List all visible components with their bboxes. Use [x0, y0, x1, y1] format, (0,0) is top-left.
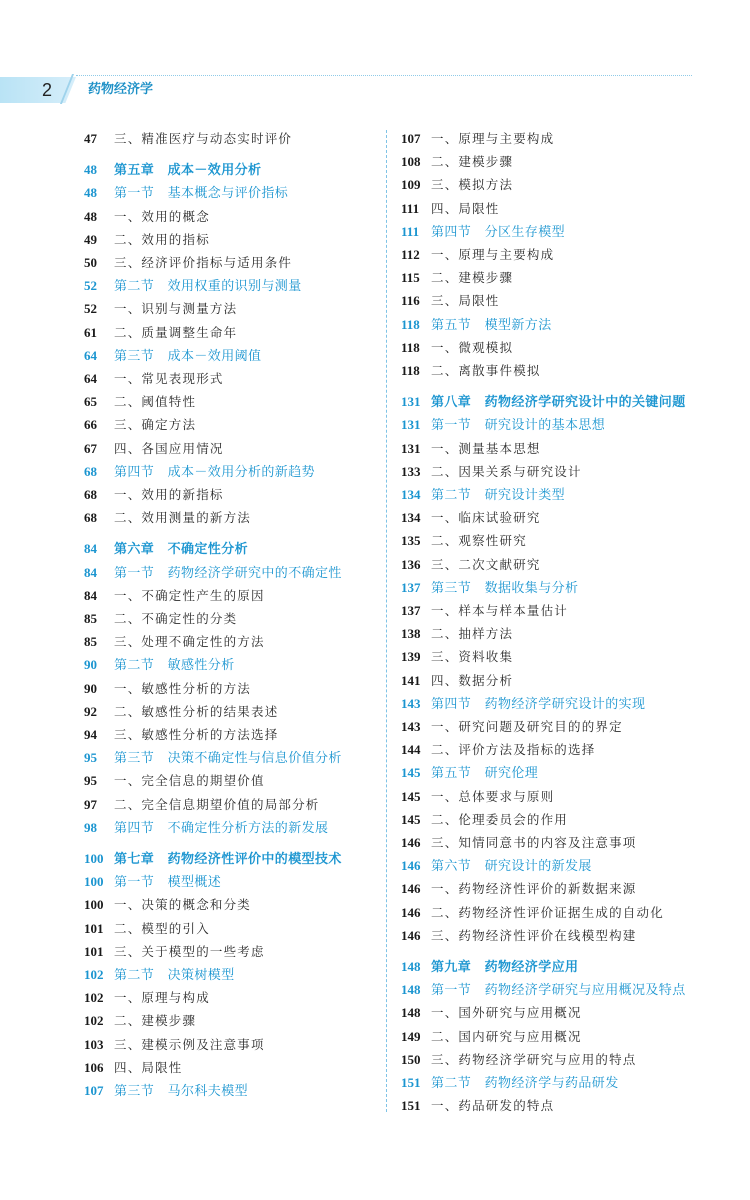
toc-entry-title: 二、完全信息期望价值的局部分析: [114, 796, 320, 812]
toc-subsection-entry: [84, 724, 278, 746]
toc-entry-title: 第七章 药物经济性评价中的模型技术: [114, 852, 342, 867]
toc-page-number: 97: [84, 796, 97, 812]
toc-subsection-entry: [401, 507, 541, 529]
toc-entry-title: 一、效用的概念: [114, 208, 210, 224]
toc-page-number: 111: [401, 200, 420, 216]
toc-entry-title: 第四节 分区生存模型: [431, 224, 566, 240]
toc-page-number: 52: [84, 278, 97, 294]
toc-subsection-entry: [84, 128, 292, 150]
toc-entry-title: 一、识别与测量方法: [114, 301, 238, 317]
toc-subsection-entry: [84, 507, 251, 529]
toc-section-entry: [84, 747, 342, 769]
toc-page-number: 138: [401, 626, 421, 642]
toc-page-number: 106: [84, 1059, 104, 1075]
toc-page-number: 145: [401, 788, 421, 804]
toc-entry-title: 二、因果关系与研究设计: [431, 463, 582, 479]
toc-page-number: 146: [401, 858, 421, 874]
toc-page-number: 145: [401, 765, 421, 781]
toc-subsection-entry: [84, 941, 265, 963]
toc-entry-title: 第二节 决策树模型: [114, 968, 235, 983]
toc-section-entry: [401, 1072, 619, 1094]
toc-section-entry: [401, 762, 538, 784]
toc-entry-title: 二、建模步骤: [431, 270, 514, 286]
toc-entry-title: 二、评价方法及指标的选择: [431, 742, 596, 758]
toc-page-number: 146: [401, 835, 421, 850]
toc-page-number: 109: [401, 177, 421, 193]
toc-section-entry: [401, 414, 605, 436]
toc-entry-title: 二、敏感性分析的结果表述: [114, 703, 279, 719]
toc-entry-title: 第二节 药物经济学与药品研发: [431, 1076, 619, 1091]
toc-subsection-entry: [84, 918, 210, 940]
toc-subsection-entry: [401, 1002, 582, 1024]
toc-page-number: 144: [401, 742, 421, 758]
toc-entry-title: 第五章 成本－效用分析: [114, 163, 262, 179]
toc-page-number: 118: [401, 339, 420, 355]
toc-page-number: 134: [401, 510, 421, 526]
toc-subsection-entry: [401, 1049, 637, 1071]
toc-subsection-entry: [401, 337, 513, 359]
toc-page-number: 85: [84, 611, 97, 626]
toc-page-number: 50: [84, 255, 97, 270]
toc-section-entry: [84, 871, 221, 893]
toc-subsection-entry: [84, 298, 237, 320]
toc-chapter-entry: [401, 956, 578, 978]
toc-entry-title: 一、研究问题及研究目的的界定: [431, 719, 623, 734]
toc-subsection-entry: [401, 1026, 582, 1048]
toc-subsection-entry: [401, 809, 568, 831]
toc-entry-title: 三、药物经济性评价在线模型构建: [431, 927, 637, 943]
toc-entry-title: 二、质量调整生命年: [114, 324, 238, 340]
toc-subsection-entry: [401, 198, 500, 220]
toc-subsection-entry: [401, 786, 554, 808]
toc-subsection-entry: [84, 229, 210, 251]
toc-subsection-entry: [84, 770, 265, 792]
toc-page-number: 64: [84, 347, 97, 363]
toc-entry-title: 一、总体要求与原则: [431, 788, 555, 804]
toc-page-number: 64: [84, 371, 97, 386]
toc-entry-title: 一、测量基本思想: [431, 440, 541, 456]
toc-subsection-entry: [84, 484, 224, 506]
toc-page-number: 107: [401, 131, 421, 146]
toc-entry-title: 第四节 成本－效用分析的新趋势: [114, 464, 316, 480]
toc-subsection-entry: [401, 554, 541, 576]
toc-page-number: 131: [401, 394, 421, 410]
toc-section-entry: [84, 562, 342, 584]
toc-subsection-entry: [401, 646, 513, 668]
toc-entry-title: 二、效用测量的新方法: [114, 510, 252, 526]
toc-subsection-entry: [84, 987, 210, 1009]
toc-subsection-entry: [84, 631, 265, 653]
toc-subsection-entry: [84, 794, 320, 816]
toc-page-number: 100: [84, 897, 104, 913]
toc-entry-title: 一、药物经济性评价的新数据来源: [431, 881, 637, 897]
toc-entry-title: 第三节 成本－效用阈值: [114, 348, 262, 364]
toc-subsection-entry: [84, 414, 196, 436]
toc-subsection-entry: [401, 267, 513, 289]
toc-entry-title: 一、国外研究与应用概况: [431, 1005, 582, 1021]
toc-section-entry: [84, 461, 315, 483]
toc-entry-title: 第三节 数据收集与分析: [431, 580, 579, 596]
toc-section-entry: [401, 979, 686, 1001]
toc-subsection-entry: [84, 701, 278, 723]
toc-page-number: 107: [84, 1083, 104, 1098]
toc-subsection-entry: [84, 322, 237, 344]
toc-section-entry: [401, 693, 645, 715]
toc-subsection-entry: [84, 391, 196, 413]
toc-entry-title: 一、微观模拟: [431, 339, 514, 355]
toc-section-entry: [84, 182, 288, 204]
toc-entry-title: 四、局限性: [431, 200, 500, 216]
toc-page-number: 49: [84, 231, 97, 247]
toc-entry-title: 三、处理不确定性的方法: [114, 634, 265, 650]
toc-subsection-entry: [401, 438, 541, 460]
toc-page-number: 151: [401, 1075, 421, 1090]
toc-subsection-entry: [401, 360, 541, 382]
toc-section-entry: [401, 577, 578, 599]
header-rule: [76, 75, 692, 76]
toc-page-number: 101: [84, 943, 104, 959]
toc-page-number: 48: [84, 208, 97, 224]
toc-page-number: 66: [84, 417, 97, 433]
toc-entry-title: 一、原理与主要构成: [431, 247, 555, 262]
toc-page-number: 48: [84, 162, 97, 178]
toc-subsection-entry: [84, 1010, 196, 1032]
toc-page-number: 131: [401, 440, 421, 456]
toc-page-number: 118: [401, 316, 420, 332]
toc-page-number: 116: [401, 293, 420, 309]
toc-page-number: 111: [401, 223, 420, 239]
toc-page-number: 102: [84, 990, 104, 1006]
toc-section-entry: [401, 221, 565, 243]
toc-page-number: 68: [84, 510, 97, 526]
toc-entry-title: 三、二次文献研究: [431, 556, 541, 572]
toc-page-number: 47: [84, 131, 97, 146]
toc-page-number: 84: [84, 541, 97, 557]
toc-entry-title: 第一节 药物经济学研究中的不确定性: [114, 565, 342, 581]
toc-page-number: 95: [84, 750, 97, 766]
page-number: 2: [42, 80, 53, 100]
toc-page-number: 148: [401, 982, 421, 998]
toc-entry-title: 一、不确定性产生的原因: [114, 587, 265, 603]
toc-page-number: 90: [84, 657, 97, 673]
toc-subsection-entry: [401, 716, 623, 738]
toc-page-number: 85: [84, 634, 97, 650]
toc-entry-title: 二、离散事件模拟: [431, 363, 541, 378]
toc-page-number: 67: [84, 440, 97, 456]
toc-section-entry: [84, 964, 235, 986]
toc-page-number: 100: [84, 851, 104, 866]
toc-page-number: 137: [401, 579, 421, 595]
toc-entry-title: 四、局限性: [114, 1059, 183, 1075]
toc-page-number: 139: [401, 649, 421, 665]
toc-entry-title: 四、各国应用情况: [114, 440, 224, 456]
toc-entry-title: 三、确定方法: [114, 417, 197, 433]
toc-page-number: 135: [401, 533, 421, 549]
toc-entry-title: 第三节 决策不确定性与信息价值分析: [114, 751, 342, 767]
toc-entry-title: 第五节 模型新方法: [431, 317, 552, 333]
toc-entry-title: 一、效用的新指标: [114, 487, 224, 502]
toc-entry-title: 第一节 模型概述: [114, 875, 222, 891]
toc-subsection-entry: [401, 925, 637, 947]
toc-subsection-entry: [401, 530, 527, 552]
toc-entry-title: 二、伦理委员会的作用: [431, 811, 569, 827]
toc-entry-title: 二、建模步骤: [431, 154, 514, 170]
toc-entry-title: 一、原理与构成: [114, 990, 210, 1006]
toc-page-number: 52: [84, 301, 97, 317]
toc-page-number: 148: [401, 1005, 421, 1021]
toc-page-number: 90: [84, 680, 97, 696]
toc-subsection-entry: [84, 1034, 265, 1056]
toc-entry-title: 二、阈值特性: [114, 394, 197, 410]
toc-chapter-entry: [401, 391, 686, 413]
toc-page-number: 145: [401, 811, 421, 827]
toc-page-number: 65: [84, 394, 97, 410]
book-title: 药物经济学: [88, 82, 154, 97]
toc-entry-title: 二、建模步骤: [114, 1013, 197, 1029]
toc-page-number: 95: [84, 773, 97, 789]
toc-page-number: 143: [401, 695, 421, 711]
toc-subsection-entry: [401, 290, 500, 312]
toc-entry-title: 第二节 敏感性分析: [114, 658, 235, 674]
toc-page-number: 134: [401, 487, 421, 502]
toc-entry-title: 第二节 研究设计类型: [431, 488, 566, 503]
toc-entry-title: 三、局限性: [431, 293, 500, 309]
toc-entry-title: 第八章 药物经济学研究设计中的关键问题: [431, 395, 686, 411]
toc-entry-title: 第一节 研究设计的基本思想: [431, 418, 606, 434]
toc-page-number: 94: [84, 727, 97, 742]
toc-page-number: 149: [401, 1028, 421, 1044]
toc-subsection-entry: [84, 585, 265, 607]
toc-entry-title: 三、资料收集: [431, 649, 514, 665]
toc-page-number: 146: [401, 927, 421, 943]
toc-section-entry: [401, 484, 565, 506]
toc-page-number: 136: [401, 556, 421, 572]
toc-entry-title: 第一节 药物经济学研究与应用概况及特点: [431, 983, 686, 999]
toc-subsection-entry: [401, 244, 554, 266]
toc-chapter-entry: [84, 848, 342, 870]
toc-page-number: 133: [401, 463, 421, 479]
toc-entry-title: 第四节 药物经济学研究设计的实现: [431, 696, 646, 712]
toc-section-entry: [84, 345, 261, 367]
toc-entry-title: 三、经济评价指标与适用条件: [114, 255, 293, 270]
toc-subsection-entry: [84, 206, 210, 228]
toc-subsection-entry: [84, 608, 237, 630]
toc-entry-title: 三、敏感性分析的方法选择: [114, 727, 279, 742]
toc-entry-title: 三、精准医疗与动态实时评价: [114, 131, 293, 146]
toc-page-number: 143: [401, 719, 421, 734]
toc-subsection-entry: [84, 252, 292, 274]
toc-page-number: 103: [84, 1036, 104, 1052]
toc-subsection-entry: [401, 670, 513, 692]
toc-entry-title: 第五节 研究伦理: [431, 766, 539, 782]
toc-subsection-entry: [401, 1095, 554, 1117]
page-header: [0, 72, 692, 106]
toc-chapter-entry: [84, 159, 261, 181]
toc-entry-title: 二、模型的引入: [114, 920, 210, 936]
toc-page-number: 68: [84, 463, 97, 479]
toc-entry-title: 二、观察性研究: [431, 533, 527, 549]
toc-subsection-entry: [84, 438, 224, 460]
toc-entry-title: 一、常见表现形式: [114, 371, 224, 386]
toc-subsection-entry: [401, 832, 637, 854]
toc-page-number: 84: [84, 564, 97, 580]
toc-entry-title: 二、抽样方法: [431, 626, 514, 642]
toc-page-number: 148: [401, 959, 421, 974]
toc-entry-title: 二、国内研究与应用概况: [431, 1028, 582, 1044]
toc-entry-title: 一、药品研发的特点: [431, 1098, 555, 1114]
toc-page-number: 68: [84, 487, 97, 502]
toc-subsection-entry: [401, 623, 513, 645]
toc-entry-title: 三、模拟方法: [431, 177, 514, 193]
toc-page-number: 137: [401, 603, 421, 618]
toc-section-entry: [401, 314, 552, 336]
toc-entry-title: 第四节 不确定性分析方法的新发展: [114, 820, 329, 836]
toc-entry-title: 二、药物经济性评价证据生成的自动化: [431, 904, 664, 920]
toc-page-number: 100: [84, 874, 104, 890]
toc-entry-title: 第一节 基本概念与评价指标: [114, 186, 289, 202]
toc-entry-title: 一、原理与主要构成: [431, 131, 555, 146]
toc-entry-title: 一、决策的概念和分类: [114, 897, 252, 913]
toc-section-entry: [84, 275, 302, 297]
toc-section-entry: [84, 817, 328, 839]
toc-page-number: 108: [401, 154, 421, 170]
toc-page-number: 146: [401, 881, 421, 897]
toc-subsection-entry: [401, 174, 513, 196]
toc-entry-title: 第二节 效用权重的识别与测量: [114, 279, 302, 295]
toc-entry-title: 三、知情同意书的内容及注意事项: [431, 835, 637, 850]
toc-section-entry: [84, 654, 235, 676]
toc-page-number: 151: [401, 1098, 421, 1114]
toc-subsection-entry: [84, 1057, 183, 1079]
toc-subsection-entry: [401, 739, 595, 761]
toc-subsection-entry: [84, 678, 251, 700]
toc-section-entry: [401, 855, 592, 877]
toc-entry-title: 三、关于模型的一些考虑: [114, 943, 265, 959]
toc-chapter-entry: [84, 538, 248, 560]
toc-page-number: 131: [401, 417, 421, 433]
toc-entry-title: 第九章 药物经济学应用: [431, 960, 579, 975]
toc-subsection-entry: [84, 368, 224, 390]
toc-subsection-entry: [401, 151, 513, 173]
toc-subsection-entry: [401, 600, 568, 622]
toc-page-number: 92: [84, 703, 97, 719]
column-divider: [386, 130, 387, 1112]
toc-entry-title: 二、不确定性的分类: [114, 611, 238, 626]
toc-entry-title: 一、样本与样本量估计: [431, 603, 569, 618]
toc-section-entry: [84, 1080, 248, 1102]
toc-entry-title: 一、敏感性分析的方法: [114, 680, 252, 696]
toc-entry-title: 三、建模示例及注意事项: [114, 1036, 265, 1052]
toc-entry-title: 第六章 不确定性分析: [114, 542, 249, 558]
toc-page-number: 102: [84, 967, 104, 982]
toc-page-number: 150: [401, 1051, 421, 1067]
toc-entry-title: 第六节 研究设计的新发展: [431, 859, 592, 875]
toc-page-number: 118: [401, 363, 420, 378]
toc-entry-title: 二、效用的指标: [114, 231, 210, 247]
toc-page-number: 61: [84, 324, 97, 340]
toc-page-number: 84: [84, 587, 97, 603]
toc-entry-title: 一、临床试验研究: [431, 510, 541, 526]
toc-subsection-entry: [401, 878, 637, 900]
toc-subsection-entry: [401, 902, 664, 924]
toc-page-number: 115: [401, 270, 420, 286]
toc-page-number: 101: [84, 920, 104, 936]
toc-subsection-entry: [84, 894, 251, 916]
toc-subsection-entry: [401, 128, 554, 150]
toc-entry-title: 第三节 马尔科夫模型: [114, 1084, 249, 1099]
toc-entry-title: 一、完全信息的期望价值: [114, 773, 265, 789]
toc-page-number: 48: [84, 185, 97, 201]
toc-page-number: 141: [401, 672, 421, 688]
toc-subsection-entry: [401, 461, 582, 483]
toc-page-number: 98: [84, 819, 97, 835]
toc-entry-title: 四、数据分析: [431, 672, 514, 688]
toc-page-number: 146: [401, 904, 421, 920]
toc-page-number: 102: [84, 1013, 104, 1029]
toc-entry-title: 三、药物经济学研究与应用的特点: [431, 1051, 637, 1067]
toc-page-number: 112: [401, 247, 420, 262]
